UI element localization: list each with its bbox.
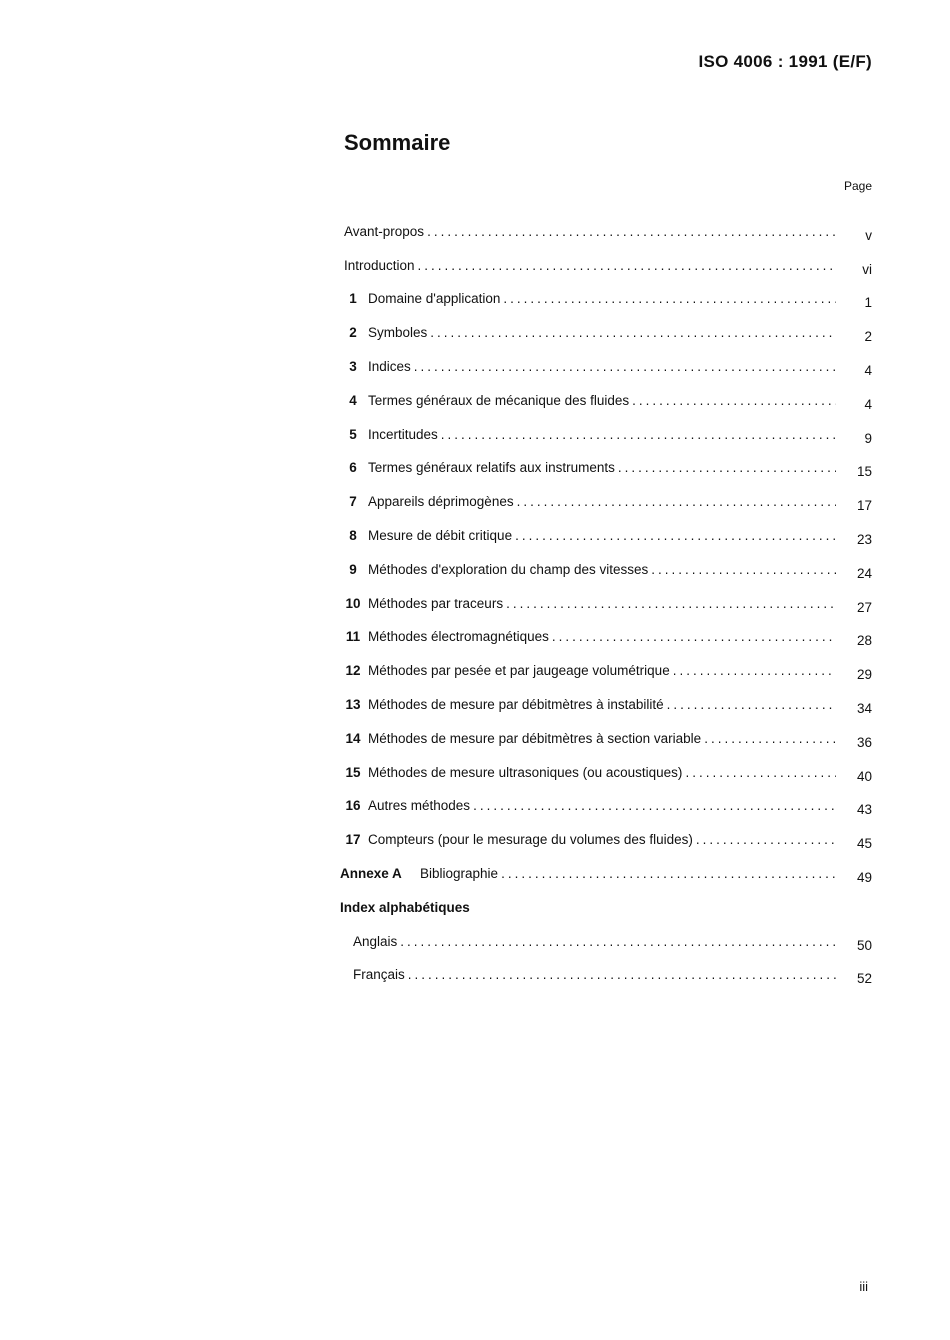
toc-entry-number: 2 (349, 325, 357, 341)
index-entry-english[interactable] (338, 915, 872, 953)
toc-entry-5[interactable] (338, 408, 872, 446)
index-entry-page: 50 (856, 937, 872, 953)
dot-leader (517, 494, 836, 509)
toc-entry-8[interactable] (338, 509, 872, 547)
index-entry-label: Anglais (353, 933, 398, 949)
toc-entry-6[interactable] (338, 442, 872, 480)
dot-leader (408, 967, 836, 982)
toc-entry-label: Méthodes d'exploration du champ des vitesses (368, 561, 649, 577)
toc-entry-foreword[interactable] (338, 205, 872, 243)
dot-leader (501, 866, 836, 881)
toc-entry-page: 43 (856, 802, 872, 818)
toc-entry-label: Méthodes électromagnétiques (368, 629, 549, 645)
toc-entry-label: Méthodes de mesure ultrasoniques (ou acoustiques) (368, 764, 683, 780)
toc-entry-1[interactable] (338, 273, 872, 311)
toc-entry-3[interactable] (338, 340, 872, 378)
toc-entry-label: Autres méthodes (368, 798, 471, 814)
toc-entry-15[interactable] (338, 746, 872, 784)
toc-entry-page: 49 (856, 869, 872, 885)
toc-entry-number: 16 (345, 798, 361, 814)
dot-leader (618, 460, 836, 475)
index-entry-label: Français (353, 967, 405, 983)
dot-leader (685, 765, 836, 780)
page-title: Sommaire (344, 130, 451, 155)
toc-entry-page: 17 (856, 498, 872, 514)
toc-entry-page: v (865, 227, 872, 243)
toc-entry-label: Méthodes par pesée et par jaugeage volumétrique (368, 663, 670, 679)
toc-entry-4[interactable] (338, 374, 872, 412)
toc-entry-2[interactable] (338, 306, 872, 345)
dot-leader (473, 798, 836, 813)
toc-entry-number: 12 (345, 663, 361, 679)
dot-leader (696, 832, 836, 847)
toc-entry-page: 34 (856, 700, 872, 716)
dot-leader (515, 528, 836, 543)
toc-entry-page: 36 (856, 734, 872, 750)
toc-entry-11[interactable] (338, 611, 872, 649)
toc-entry-label: Symboles (368, 325, 428, 341)
toc-entry-17[interactable] (338, 813, 872, 852)
toc-entry-page: 40 (856, 768, 872, 784)
toc-entry-page: 28 (856, 633, 872, 649)
dot-leader (503, 291, 836, 306)
dot-leader (704, 731, 836, 746)
index-entry-french[interactable] (338, 949, 872, 987)
toc-entry-label: Termes généraux de mécanique des fluides (368, 392, 630, 408)
index-heading-label: Index alphabétiques (340, 899, 470, 915)
toc-entry-page: 27 (856, 599, 872, 615)
toc-entry-page: 24 (856, 565, 872, 581)
toc-entry-label: Termes généraux relatifs aux instruments (368, 460, 615, 476)
dot-leader (506, 596, 836, 611)
toc-entry-label: Compteurs (pour le mesurage du volumes des fluides) (368, 832, 693, 848)
dot-leader (430, 325, 836, 340)
index-heading (338, 881, 872, 915)
toc-entry-number: 11 (345, 629, 361, 645)
page-column-label: Page (843, 179, 872, 193)
toc-entry-number: 9 (349, 561, 357, 577)
toc-entry-10[interactable] (338, 577, 872, 615)
toc-entry-page: 29 (856, 667, 872, 683)
toc-entry-number: 13 (345, 696, 361, 712)
toc-entry-label: Indices (368, 358, 411, 374)
toc-entry-number: 3 (349, 358, 357, 374)
index-entry-page: 52 (856, 971, 872, 987)
toc-entry-label: Méthodes par traceurs (368, 595, 504, 611)
toc-entry-annex-a[interactable] (338, 847, 872, 885)
toc-entry-number: 7 (349, 494, 357, 510)
table-of-contents (338, 205, 872, 987)
document-id: ISO 4006 : 1991 (E/F) (698, 52, 872, 71)
toc-entry-page: 45 (856, 836, 872, 852)
toc-entry-number: 10 (345, 595, 361, 611)
toc-entry-7[interactable] (338, 475, 872, 514)
dot-leader (414, 359, 836, 374)
toc-entry-page: 2 (864, 329, 872, 345)
toc-entry-number: 4 (349, 392, 357, 408)
dot-leader (667, 697, 836, 712)
dot-leader (418, 258, 836, 273)
toc-entry-label: Avant-propos (344, 223, 425, 239)
toc-entry-annex: Annexe A (340, 865, 402, 881)
dot-leader (427, 224, 836, 239)
toc-entry-introduction[interactable] (338, 239, 872, 277)
toc-entry-page: 4 (864, 396, 872, 412)
toc-entry-page: 15 (856, 464, 872, 480)
toc-entry-label: Bibliographie (420, 865, 499, 881)
page-number: iii (859, 1279, 868, 1294)
toc-entry-number: 5 (349, 426, 357, 442)
dot-leader (632, 393, 836, 408)
dot-leader (400, 934, 836, 949)
toc-entry-page: 9 (864, 430, 872, 446)
toc-entry-number: 8 (349, 527, 357, 543)
dot-leader (552, 629, 836, 644)
toc-entry-label: Méthodes de mesure par débitmètres à instabilité (368, 696, 664, 712)
toc-entry-label: Introduction (344, 257, 415, 273)
toc-entry-9[interactable] (338, 543, 872, 581)
toc-entry-16[interactable] (338, 780, 872, 818)
toc-entry-label: Incertitudes (368, 426, 438, 442)
toc-entry-page: 23 (856, 531, 872, 547)
toc-entry-number: 15 (345, 764, 361, 780)
toc-entry-14[interactable] (338, 712, 872, 750)
toc-entry-label: Méthodes de mesure par débitmètres à section variable (368, 730, 702, 746)
dot-leader (651, 562, 836, 577)
toc-entry-page: 4 (864, 362, 872, 378)
toc-entry-label: Appareils déprimogènes (368, 494, 514, 510)
toc-entry-12[interactable] (338, 644, 872, 683)
toc-entry-page: vi (862, 261, 872, 277)
toc-entry-page: 1 (864, 295, 872, 311)
dot-leader (673, 663, 836, 678)
toc-entry-label: Mesure de débit critique (368, 527, 513, 543)
toc-entry-number: 1 (349, 291, 357, 307)
toc-entry-number: 17 (345, 832, 361, 848)
dot-leader (441, 427, 836, 442)
toc-entry-label: Domaine d'application (368, 291, 501, 307)
toc-entry-number: 6 (349, 460, 357, 476)
toc-entry-13[interactable] (338, 678, 872, 716)
toc-entry-number: 14 (345, 730, 361, 746)
